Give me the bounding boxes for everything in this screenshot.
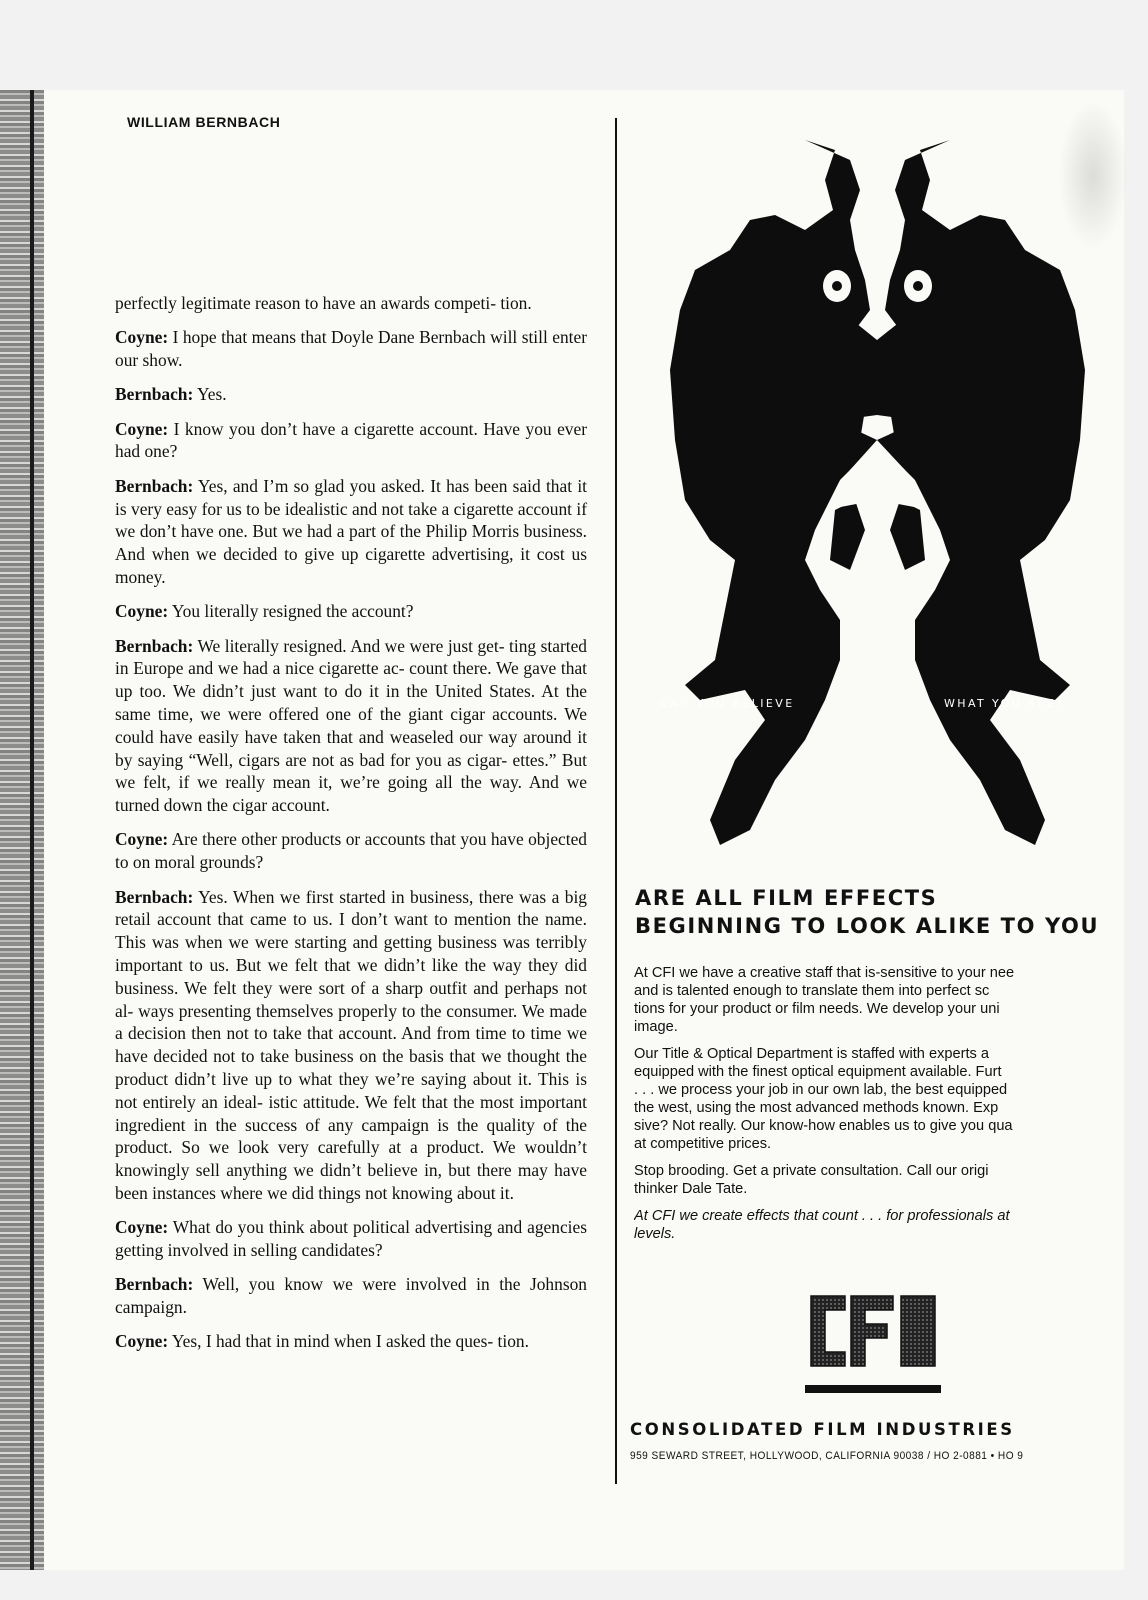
inkblot-caption-right: WHAT YOU SEE? bbox=[944, 697, 1065, 710]
binding-edge bbox=[0, 90, 44, 1570]
ad-paragraph: At CFI we have a creative staff that is-sensitive to your nee and is talented enough to translate them into perfect sc tions for your product or film needs. We develop your uni image. bbox=[634, 965, 1015, 1035]
interview-paragraph: Bernbach: Yes. When we first started in business, there was a big retail account that came to us. I don’t want to mention the name. This was when we were starting and getting business was terribly important to us. But we felt that we didn’t like the way they did business. We felt they were sort of a sharp outfit and perhaps not al- ways presenting themselves properly to the consumer. We made a decision then not to take that account. And from time to time we have decided not to take business on the basis that we thought the product didn’t live up to what they we’re saying about it. This is not entirely an ideal- istic attitude. We felt that the most important ingredient in the success of any campaign is the quality of the product. So we look very carefully at a product. We wouldn’t knowingly sell anything we didn’t believe in, but there may have been instances where we did things not knowing about it. bbox=[115, 886, 587, 1203]
interview-paragraph: Coyne: I know you don’t have a cigarette account. Have you ever had one? bbox=[115, 418, 587, 462]
ad-headline bbox=[635, 884, 1105, 940]
ad-headline-line: BEGINNING TO LOOK ALIKE TO YOU bbox=[635, 914, 1100, 938]
company-address: 959 SEWARD STREET, HOLLYWOOD, CALIFORNIA 90038 / HO 2-0881 • HO 9 bbox=[630, 1450, 1024, 1462]
inkblot-caption-left: CAN YOU BELIEVE bbox=[660, 697, 795, 710]
interview-paragraph: Bernbach: Yes. bbox=[115, 384, 227, 405]
interview-paragraph: Coyne: Yes, I had that in mind when I asked the ques- tion. bbox=[115, 1331, 529, 1352]
interview-column bbox=[115, 292, 587, 1365]
interview-paragraph: Coyne: What do you think about political advertising and agencies getting involved in selling candidates? bbox=[115, 1217, 587, 1260]
column-divider bbox=[615, 118, 617, 1484]
ad-body bbox=[634, 964, 1094, 1252]
rorschach-inkblot bbox=[655, 140, 1100, 855]
binding-line bbox=[30, 90, 34, 1570]
interview-paragraph: Coyne: You literally resigned the account? bbox=[115, 601, 414, 622]
ad-paragraph-italic: At CFI we create effects that count . . . for professionals at levels. bbox=[634, 1208, 1010, 1242]
company-name: CONSOLIDATED FILM INDUSTRIES bbox=[630, 1420, 1015, 1439]
interview-paragraph: perfectly legitimate reason to have an awards competi- tion. bbox=[115, 293, 532, 313]
interview-paragraph: Coyne: Are there other products or accounts that you have objected to on moral grounds? bbox=[115, 829, 588, 873]
interview-paragraph: Coyne: I hope that means that Doyle Dane Bernbach will still enter our show. bbox=[115, 327, 587, 371]
ad-paragraph: Our Title & Optical Department is staffed with experts a equipped with the finest optical equipment available. Furt . . . we process your job in our own lab, the best equipped the west, using the most advanced methods known. Exp sive? Not really. Our know-how enables us to give you qua at competitive prices. bbox=[634, 1046, 1013, 1152]
ad-headline-line: ARE ALL FILM EFFECTS bbox=[635, 886, 938, 910]
interview-paragraph: Bernbach: Well, you know we were involved in the Johnson campaign. bbox=[115, 1274, 587, 1318]
interview-paragraph: Bernbach: We literally resigned. And we were just get- ting started in Europe and we had a nice cigarette ac- count there. We gave that up too. We didn’t just want to do it in the United States. At the same time, we were offered one of the giant cigar accounts. We could have easily have taken that and weaseled our way around it by saying “Well, cigars are not as bad for you as cigar- ettes.” But we felt, if we really mean it, we’re going all the way. And we turned down the cigar account. bbox=[115, 635, 587, 816]
running-header: WILLIAM BERNBACH bbox=[127, 114, 281, 130]
ad-paragraph: Stop brooding. Get a private consultation. Call our origi thinker Dale Tate. bbox=[634, 1163, 989, 1197]
interview-paragraph: Bernbach: Yes, and I’m so glad you asked. It has been said that it is very easy for us to be idealistic and not take a cigarette account if we don’t have one. But we had a part of the Philip Morris business. And when we decided to give up cigarette advertising, it cost us money. bbox=[115, 475, 587, 587]
cfi-logo bbox=[805, 1290, 941, 1400]
